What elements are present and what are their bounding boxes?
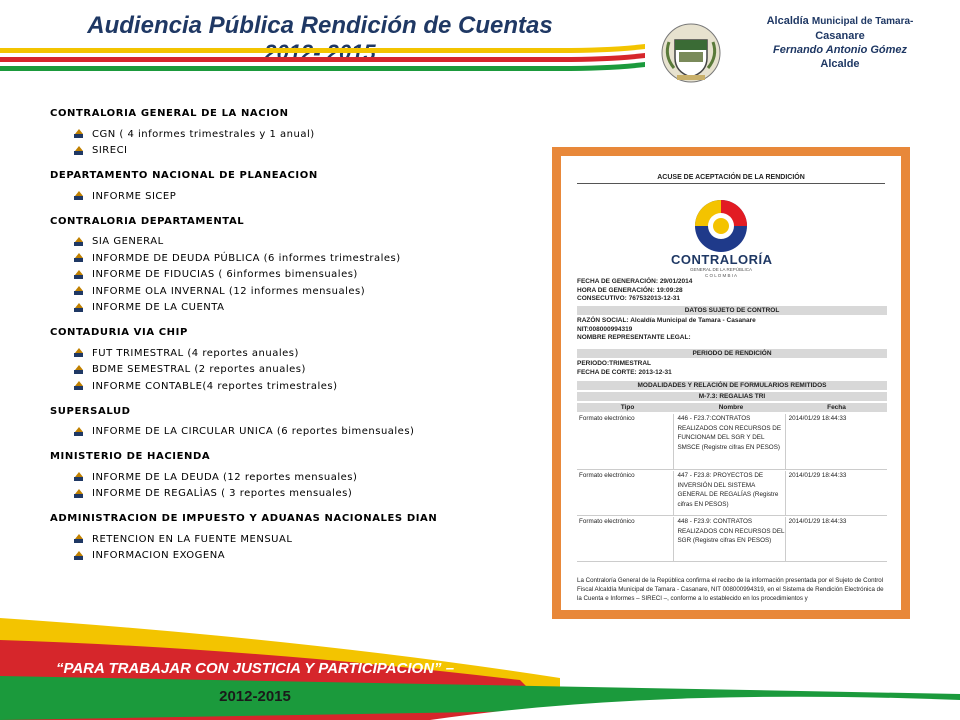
section-minhacienda	[50, 451, 530, 502]
contraloria-logo-text	[671, 252, 771, 279]
bullet-icon	[72, 191, 84, 201]
list-item	[72, 126, 530, 143]
yellow-stripe	[0, 44, 645, 53]
section-title: CONTADURIA VIA CHIP	[50, 327, 188, 338]
table-row	[577, 471, 887, 516]
red-stripe	[0, 53, 645, 62]
bullet-icon	[72, 365, 84, 375]
list-item-text: INFORME DE LA CIRCULAR UNICA (6 reportes bimensuales)	[92, 426, 415, 438]
subject-bar: DATOS SUJETO DE CONTROL	[577, 306, 887, 315]
acknowledgement-document-frame	[552, 147, 910, 619]
municipal-crest-icon	[660, 22, 722, 84]
logo-country: C O L O M B I A	[704, 273, 738, 278]
list-item	[72, 234, 530, 251]
bullet-icon	[72, 472, 84, 482]
list-item-text: INFORME DE LA CUENTA	[92, 302, 225, 314]
bullet-icon	[72, 270, 84, 280]
cell-fecha: 2014/01/29 18:44:33	[788, 472, 847, 479]
column-header: Fecha	[827, 404, 846, 411]
cell-nombre: 447 - F23.8: PROYECTOS DE INVERSIÓN DEL SISTEMA GENERAL DE REGALÍAS (Registre cifras EN PESOS)	[674, 471, 785, 515]
nit: NIT:008000994319	[577, 325, 633, 333]
org-line-3: Fernando Antonio Gómez	[772, 44, 908, 56]
list-item	[72, 300, 530, 317]
generation-time: HORA DE GENERACIÓN: 19:09:28	[577, 286, 683, 294]
list-item-text: SIA GENERAL	[92, 236, 164, 248]
legal-representative: NOMBRE REPRESENTANTE LEGAL:	[577, 334, 691, 341]
module-bar: M-7.3: REGALIAS TRI	[577, 392, 887, 401]
razon-social: RAZÓN SOCIAL: Alcaldía Municipal de Tamara - Casanare	[577, 317, 756, 324]
list-item	[72, 188, 530, 205]
generation-date: FECHA DE GENERACIÓN: 29/01/2014	[577, 278, 693, 285]
cell-tipo: Formato electrónico	[577, 471, 674, 515]
list-item-text: INFORMACION EXOGENA	[92, 550, 226, 562]
list-item-text: INFORME CONTABLE(4 reportes trimestrales)	[92, 380, 338, 392]
list-item	[72, 548, 530, 565]
bullet-icon	[72, 237, 84, 247]
cell-tipo: Formato electrónico	[577, 414, 674, 469]
list-item	[72, 362, 530, 379]
list-item	[72, 283, 530, 300]
bullet-icon	[72, 146, 84, 156]
bullet-icon	[72, 348, 84, 358]
section-dian	[50, 513, 530, 564]
bullet-icon	[72, 129, 84, 139]
reports-list	[50, 108, 530, 575]
logo-sub: GENERAL DE LA REPÚBLICA	[689, 267, 753, 272]
section-title: MINISTERIO DE HACIENDA	[50, 451, 211, 462]
list-item	[72, 424, 530, 441]
list-item	[72, 267, 530, 284]
section-supersalud	[50, 406, 530, 441]
org-line-2: Casanare	[815, 30, 865, 42]
list-item	[72, 531, 530, 548]
document-heading: ACUSE DE ACEPTACIÓN DE LA RENDICIÓN	[577, 174, 885, 184]
green-stripe	[0, 62, 645, 71]
logo-name: CONTRALORÍA	[671, 252, 773, 267]
bullet-icon	[72, 303, 84, 313]
table-row	[577, 517, 887, 562]
section-title: DEPARTAMENTO NACIONAL DE PLANEACION	[50, 170, 318, 181]
bullet-icon	[72, 427, 84, 437]
cell-nombre: 448 - F23.9: CONTRATOS REALIZADOS CON RECURSOS DEL SGR (Registre cifras EN PESOS)	[674, 517, 785, 561]
list-item	[72, 378, 530, 395]
column-header: Tipo	[620, 404, 635, 411]
org-line-4: Alcalde	[820, 58, 860, 70]
list-item-text: RETENCION EN LA FUENTE MENSUAL	[92, 533, 293, 545]
header-stripes	[0, 44, 645, 76]
cell-nombre: 446 - F23.7:CONTRATOS REALIZADOS CON RECURSOS DE FUNCIONAM DEL SGR Y DEL SMSCE (Registre cifras EN PESOS)	[674, 414, 785, 469]
list-item	[72, 143, 530, 160]
list-item	[72, 469, 530, 486]
list-item-text: SIRECI	[92, 145, 128, 157]
period-info	[577, 360, 887, 377]
table-row	[577, 414, 887, 470]
generation-info	[577, 278, 887, 304]
title-line-1: Audiencia Pública Rendición de Cuentas	[87, 12, 553, 39]
bullet-icon	[72, 551, 84, 561]
cell-fecha: 2014/01/29 18:44:33	[788, 415, 847, 422]
list-item	[72, 345, 530, 362]
slogan-line-2: 2012-2015	[219, 688, 291, 705]
footer-slogan	[0, 655, 510, 711]
bullet-icon	[72, 253, 84, 263]
bullet-icon	[72, 381, 84, 391]
org-line-1b: Municipal de Tamara-	[811, 16, 914, 27]
acknowledgement-document	[561, 156, 901, 610]
slogan-line-1: “PARA TRABAJAR CON JUSTICIA Y PARTICIPACION” –	[55, 660, 455, 677]
contraloria-logo-icon	[686, 196, 756, 256]
section-dnp	[50, 170, 530, 205]
list-item-text: INFORME DE REGALÌAS ( 3 reportes mensuales)	[92, 488, 353, 500]
list-item-text: CGN ( 4 informes trimestrales y 1 anual)	[92, 128, 315, 140]
table-header	[577, 403, 887, 412]
cell-fecha: 2014/01/29 18:44:33	[788, 518, 847, 525]
period: PERIODO:TRIMESTRAL	[577, 360, 652, 367]
list-item	[72, 250, 530, 267]
list-item-text: BDME SEMESTRAL (2 reportes anuales)	[92, 364, 306, 376]
column-header: Nombre	[718, 404, 744, 411]
bullet-icon	[72, 489, 84, 499]
municipality-info	[740, 14, 940, 71]
consecutive-number: CONSECUTIVO: 767532013-12-31	[577, 295, 680, 302]
list-item-text: INFORME DE FIDUCIAS ( 6informes bimensuales)	[92, 269, 358, 281]
list-item-text: INFORMDE DE DEUDA PÚBLICA (6 informes trimestrales)	[92, 252, 401, 264]
section-title: ADMINISTRACION DE IMPUESTO Y ADUANAS NACIONALES DIAN	[50, 513, 438, 524]
section-chip	[50, 327, 530, 395]
section-contraloria-departamental	[50, 216, 530, 317]
period-bar: PERIODO DE RENDICIÓN	[577, 349, 887, 358]
list-item	[72, 486, 530, 503]
section-title: CONTRALORIA GENERAL DE LA NACION	[50, 108, 289, 119]
subject-info	[577, 317, 887, 343]
forms-bar: MODALIDADES Y RELACIÓN DE FORMULARIOS REMITIDOS	[577, 381, 887, 390]
list-item-text: INFORME OLA INVERNAL (12 informes mensuales)	[92, 285, 366, 297]
section-cgn	[50, 108, 530, 159]
list-item-text: INFORME SICEP	[92, 190, 177, 202]
bullet-icon	[72, 534, 84, 544]
cutoff-date: FECHA DE CORTE: 2013-12-31	[577, 368, 672, 376]
document-footer-text: La Contraloría General de la República confirma el recibo de la información presentada por el Sujeto de Control Fiscal Alcaldía Municipal de Tamara - Casanare, NIT 008000994319, en el Sistema de Rendición Electrónica de la Cuenta e Informes – SIRECI –, conforme a lo establecido en los procedimientos y	[577, 577, 884, 602]
list-item-text: FUT TRIMESTRAL (4 reportes anuales)	[92, 347, 299, 359]
list-item-text: INFORME DE LA DEUDA (12 reportes mensuales)	[92, 471, 358, 483]
org-line-1: Alcaldía	[766, 15, 809, 27]
cell-tipo: Formato electrónico	[577, 517, 674, 561]
section-title: CONTRALORIA DEPARTAMENTAL	[50, 215, 245, 227]
section-title: SUPERSALUD	[50, 405, 131, 417]
bullet-icon	[72, 286, 84, 296]
